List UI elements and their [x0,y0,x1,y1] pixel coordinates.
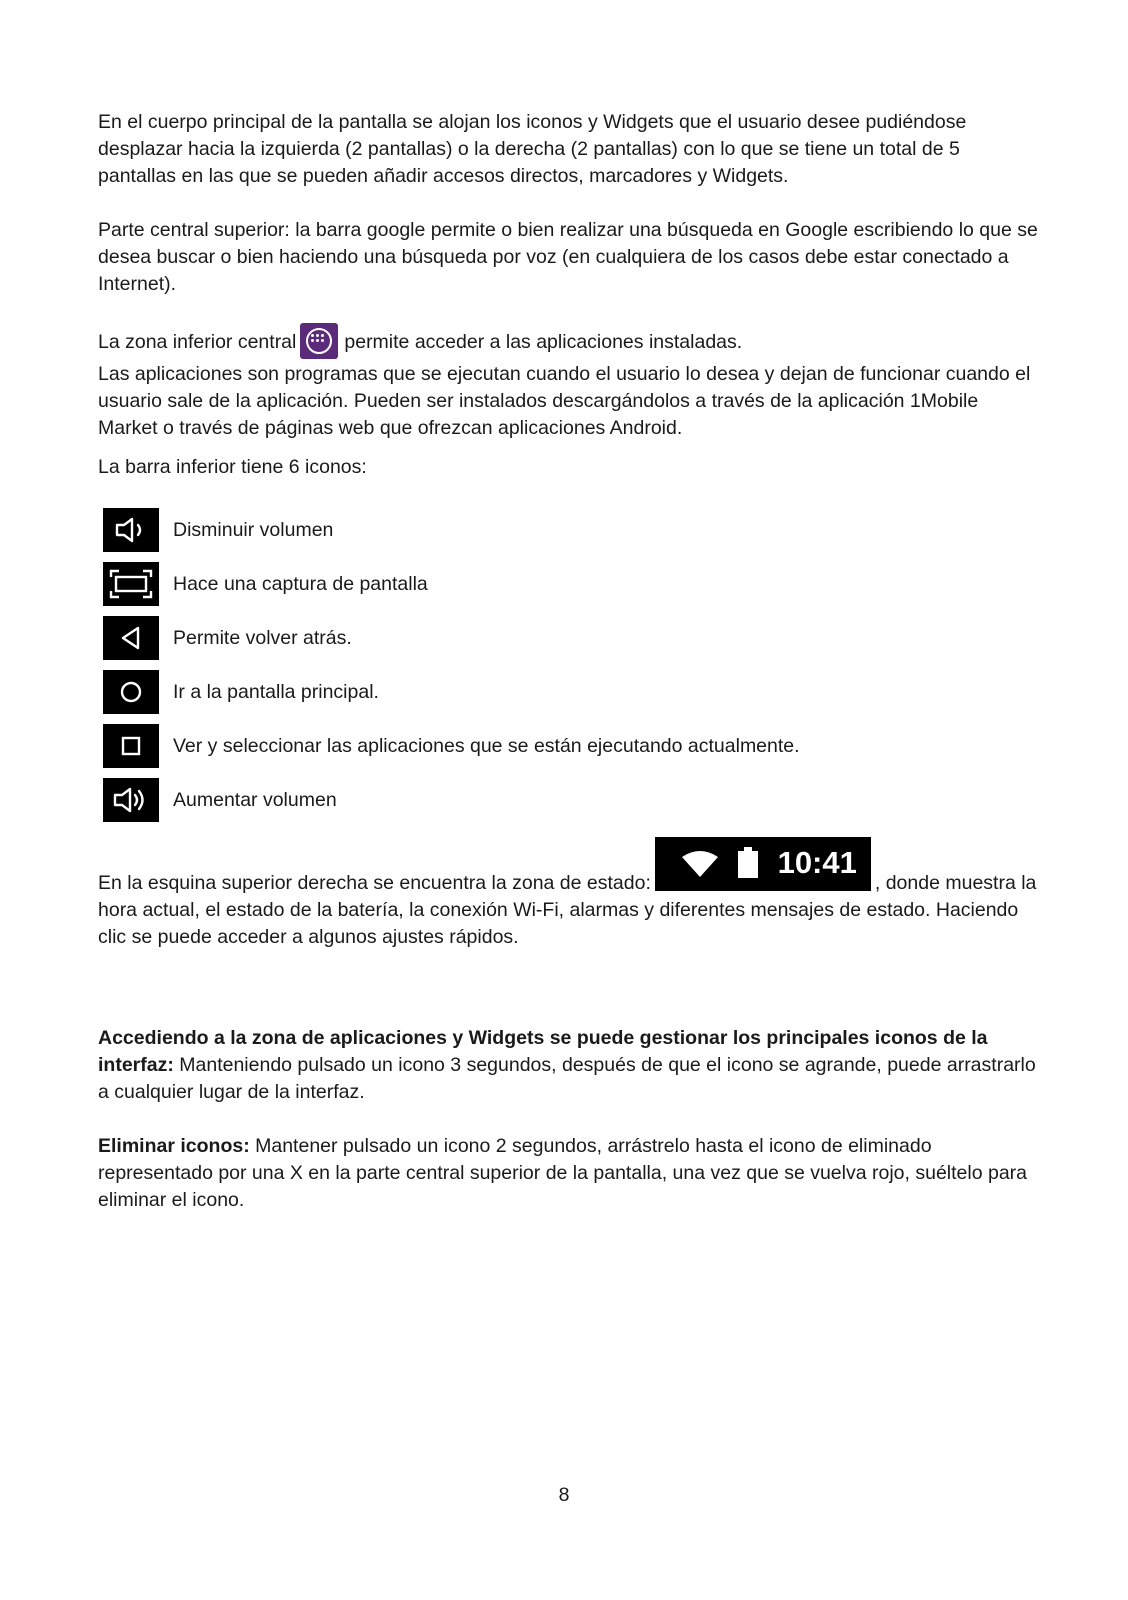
document-page [98,109,1038,1214]
list-item-label: Ver y seleccionar las aplicaciones que se están ejecutando actualmente. [173,734,800,757]
list-item [98,773,1038,827]
app-drawer-icon [300,323,338,359]
wifi-icon [681,851,719,885]
recent-apps-icon [103,724,159,768]
paragraph-applications: Las aplicaciones son programas que se ejecutan cuando el usuario lo desea y dejan de funcionar cuando el usuario sale de la aplicación. Pueden ser instalados descargándolos a través de la aplicación 1Mobile Market o través de páginas web que ofrezcan aplicaciones Android. [98,363,1031,439]
status-time: 10:41 [777,845,857,880]
status-bar-image [655,837,871,891]
list-item [98,719,1038,773]
list-item-label: Disminuir volumen [173,518,334,541]
list-item-label: Permite volver atrás. [173,626,352,649]
list-item-label: Hace una captura de pantalla [173,572,428,595]
list-item-label: Ir a la pantalla principal. [173,680,379,703]
app-drawer-text-before: La zona inferior central [98,331,297,354]
list-item [98,665,1038,719]
list-item-label: Aumentar volumen [173,788,337,811]
list-item [98,611,1038,665]
remove-icons-text: Mantener pulsado un icono 2 segundos, arrástrelo hasta el icono de eliminado representado por una X en la parte central superior de la pantalla, una vez que se vuelva rojo, suéltelo para eliminar el icono. [98,1135,1028,1211]
list-item [98,503,1038,557]
volume-down-icon [103,508,159,552]
status-text-before: En la esquina superior derecha se encuentra la zona de estado: [98,872,651,894]
paragraph-manage-icons [98,1025,1038,1106]
paragraph-remove-icons [98,1133,1038,1214]
home-icon [103,670,159,714]
list-item [98,557,1038,611]
paragraph-status-area [98,843,1038,951]
manage-icons-text: Manteniendo pulsado un icono 3 segundos, después de que el icono se agrande, puede arrastrarlo a cualquier lugar de la interfaz. [98,1054,1036,1103]
paragraph-app-drawer [98,325,1038,361]
volume-up-icon [103,778,159,822]
screenshot-icon [103,562,159,606]
paragraph-bottom-bar-intro: La barra inferior tiene 6 iconos: [98,456,367,478]
app-drawer-text-after: permite acceder a las aplicaciones instaladas. [344,331,743,354]
bottom-bar-icon-list [98,503,1038,827]
back-icon [103,616,159,660]
paragraph-google-bar: Parte central superior: la barra google permite o bien realizar una búsqueda en Google escribiendo lo que se desea buscar o bien haciendo una búsqueda por voz (en cualquiera de los casos debe estar conectado a Internet). [98,219,1038,295]
remove-icons-heading: Eliminar iconos: [98,1135,250,1157]
manage-icons-heading: Accediendo a la zona de aplicaciones y Widgets se puede gestionar los principales iconos de la interfaz: [98,1027,988,1076]
status-text-after: , donde muestra la hora actual, el estado de la batería, la conexión Wi-Fi, alarmas y diferentes mensajes de estado. Haciendo clic se puede acceder a algunos ajustes rápidos. [98,872,1037,948]
battery-icon [737,847,759,877]
paragraph-home-screens: En el cuerpo principal de la pantalla se alojan los iconos y Widgets que el usuario desee pudiéndose desplazar hacia la izquierda (2 pantallas) o la derecha (2 pantallas) con lo que se tiene un total de 5 pantallas en las que se pueden añadir accesos directos, marcadores y Widgets. [98,111,967,187]
page-number: 8 [558,1484,570,1506]
